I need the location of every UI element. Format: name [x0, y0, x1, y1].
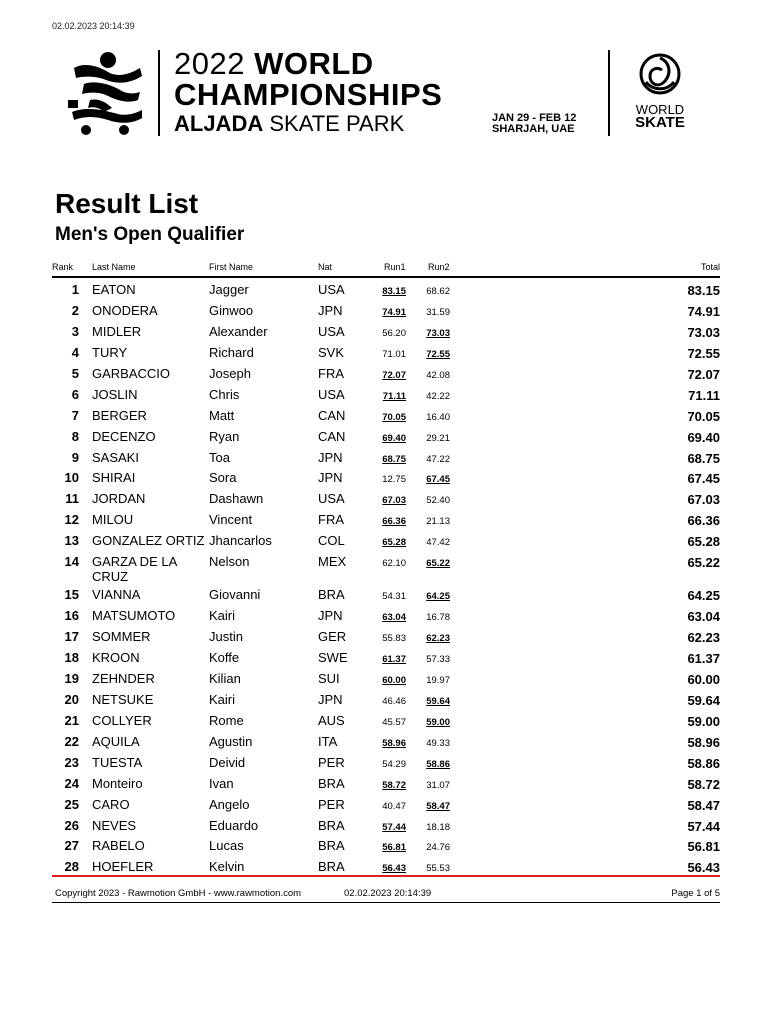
run2-score-cell: 47.22 [426, 453, 450, 465]
last-name-cell: SASAKI [92, 449, 139, 465]
run1-score-cell: 71.01 [382, 348, 406, 360]
run2-score-cell: 29.21 [426, 432, 450, 444]
last-name-cell: NETSUKE [92, 691, 154, 707]
table-row [52, 668, 720, 689]
table-row [52, 689, 720, 710]
table-row [52, 426, 720, 447]
rank-cell: 26 [64, 817, 79, 833]
first-name-cell: Koffe [209, 650, 240, 665]
run1-score-cell: 70.05 [382, 411, 406, 423]
first-name-cell: Joseph [209, 365, 251, 381]
nationality-cell: USA [318, 323, 345, 339]
rank-cell: 16 [64, 608, 79, 624]
table-row [52, 405, 720, 426]
nationality-cell: GER [318, 629, 347, 645]
total-score-cell: 60.00 [687, 671, 720, 687]
total-score-cell: 59.00 [687, 713, 720, 729]
nationality-cell: PER [318, 754, 345, 770]
first-name-cell: Ivan [209, 775, 234, 791]
last-name-cell: SHIRAI [92, 470, 136, 486]
run1-score-cell: 12.75 [382, 474, 406, 486]
total-score-cell: 73.03 [687, 324, 720, 340]
last-name-cell: TURY [92, 344, 128, 360]
col-rank: Rank [52, 262, 74, 272]
total-score-cell: 65.22 [687, 555, 720, 571]
nationality-cell: JPN [318, 691, 343, 707]
table-row [52, 488, 720, 509]
run2-score-cell: 49.33 [426, 737, 450, 749]
nationality-cell: BRA [318, 775, 345, 791]
total-score-cell: 68.75 [687, 450, 720, 466]
first-name-cell: Alexander [209, 323, 268, 339]
rank-cell: 14 [64, 554, 79, 570]
total-score-cell: 58.96 [687, 734, 720, 750]
run1-score-cell: 63.04 [382, 612, 406, 624]
table-row [52, 363, 720, 384]
first-name-cell: Lucas [209, 838, 244, 854]
rank-cell: 3 [71, 323, 79, 339]
run2-score-cell: 47.42 [426, 537, 450, 549]
run2-score-cell: 73.03 [426, 327, 450, 339]
total-score-cell: 58.72 [687, 776, 720, 792]
first-name-cell: Sora [209, 470, 237, 486]
last-name-cell: COLLYER [92, 712, 152, 728]
last-name-cell: NEVES [92, 817, 137, 833]
last-name-cell: JOSLIN [92, 386, 138, 402]
page-title: Result List [55, 188, 199, 219]
run2-score-cell: 31.07 [426, 779, 450, 791]
first-name-cell: Toa [209, 449, 230, 465]
total-score-cell: 67.45 [687, 471, 720, 487]
total-score-cell: 83.15 [687, 283, 720, 298]
run2-score-cell: 16.78 [426, 612, 450, 624]
total-score-cell: 59.64 [687, 692, 720, 708]
first-name-cell: Angelo [209, 796, 250, 812]
last-name-cell: MIDLER [92, 323, 142, 339]
total-score-cell: 61.37 [687, 651, 720, 666]
event-dates: JAN 29 - FEB 12 [492, 112, 577, 124]
run1-score-cell: 55.83 [382, 633, 406, 645]
page-subtitle: Men's Open Qualifier [55, 224, 245, 245]
first-name-cell: Giovanni [209, 587, 261, 603]
last-name-cell: RABELO [92, 838, 145, 854]
last-name-cell: SOMMER [92, 629, 151, 645]
first-name-cell: Chris [209, 386, 240, 402]
run2-score-cell: 42.22 [426, 390, 450, 402]
last-name-cell: JORDAN [92, 491, 146, 507]
last-name-cell: GARBACCIO [92, 365, 171, 381]
first-name-cell: Jagger [209, 282, 249, 297]
run1-score-cell: 45.57 [382, 716, 406, 728]
table-row [52, 731, 720, 752]
last-name-cell: ZEHNDER [92, 670, 155, 686]
first-name-cell: Jhancarlos [209, 533, 272, 549]
last-name-cell: GONZALEZ ORTIZ [92, 533, 205, 549]
rank-cell: 5 [71, 365, 79, 381]
rank-cell: 15 [64, 587, 79, 603]
last-name-cell: ONODERA [92, 302, 158, 318]
total-score-cell: 56.43 [687, 860, 720, 876]
last-name-cell: Monteiro [92, 775, 143, 791]
first-name-cell: Vincent [209, 512, 253, 528]
rank-cell: 13 [64, 533, 79, 549]
nationality-cell: BRA [318, 838, 345, 854]
rank-cell: 18 [64, 650, 79, 665]
last-name-cell: AQUILA [92, 733, 140, 749]
event-year: 2022 [174, 46, 245, 81]
nationality-cell: SWE [318, 650, 348, 665]
brand-skate: SKATE [635, 114, 685, 131]
rank-cell: 19 [64, 670, 79, 686]
run1-score-cell: 68.75 [382, 453, 406, 465]
run2-score-cell: 58.47 [426, 800, 450, 812]
last-name-cell: DECENZO [92, 428, 156, 444]
total-score-cell: 63.04 [687, 609, 720, 625]
run2-score-cell: 57.33 [426, 654, 450, 665]
table-row [52, 530, 720, 551]
rank-cell: 21 [64, 712, 79, 728]
table-row [52, 773, 720, 794]
table-row [52, 710, 720, 731]
total-score-cell: 72.55 [687, 345, 720, 361]
col-run2: Run2 [428, 262, 450, 272]
run2-score-cell: 19.97 [426, 674, 450, 686]
run1-score-cell: 46.46 [382, 695, 406, 707]
first-name-cell: Ryan [209, 428, 240, 444]
rank-cell: 24 [64, 775, 79, 791]
rank-cell: 23 [64, 754, 79, 770]
table-row [52, 447, 720, 468]
rank-cell: 27 [64, 838, 79, 854]
world-skate-swirl-icon [638, 52, 682, 96]
nationality-cell: SUI [318, 670, 340, 686]
run1-score-cell: 72.07 [382, 369, 406, 381]
total-score-cell: 69.40 [687, 429, 720, 445]
run1-score-cell: 60.00 [382, 674, 406, 686]
nationality-cell: USA [318, 282, 345, 297]
event-title-championships: CHAMPIONSHIPS [174, 77, 443, 112]
banner-divider [158, 50, 160, 136]
nationality-cell: MEX [318, 554, 347, 570]
nationality-cell: SVK [318, 344, 345, 360]
total-score-cell: 64.25 [687, 588, 720, 604]
nationality-cell: BRA [318, 859, 345, 875]
first-name-cell: Agustin [209, 733, 253, 749]
first-name-cell: Matt [209, 407, 235, 423]
run1-score-cell: 66.36 [382, 516, 406, 528]
nationality-cell: ITA [318, 733, 338, 749]
first-name-cell: Eduardo [209, 817, 259, 833]
rank-cell: 28 [64, 859, 79, 875]
last-name-cell: VIANNA [92, 587, 141, 603]
run2-score-cell: 42.08 [426, 369, 450, 381]
table-end-rule [52, 875, 720, 877]
last-name-cell: KROON [92, 650, 140, 665]
first-name-cell: Nelson [209, 554, 250, 570]
table-row [52, 467, 720, 488]
run2-score-cell: 67.45 [426, 474, 450, 486]
last-name-cell: TUESTA [92, 754, 143, 770]
venue-type: SKATE PARK [269, 111, 405, 136]
rank-cell: 6 [71, 386, 79, 402]
last-name-cell: MATSUMOTO [92, 608, 176, 624]
last-name-cell: CARO [92, 796, 130, 812]
table-row [52, 300, 720, 321]
rank-cell: 7 [71, 407, 79, 423]
run2-score-cell: 16.40 [426, 411, 450, 423]
event-banner [60, 44, 710, 140]
event-location: SHARJAH, UAE [492, 123, 575, 135]
results-table-body [52, 279, 720, 877]
event-title-world: WORLD [254, 46, 374, 81]
last-name-cell: HOEFLER [92, 859, 154, 875]
first-name-cell: Richard [209, 344, 254, 360]
col-last-name: Last Name [92, 262, 136, 272]
footer-copyright: Copyright 2023 - Rawmotion GmbH - www.rawmotion.com [55, 888, 302, 899]
total-score-cell: 57.44 [687, 818, 720, 834]
run1-score-cell: 56.43 [382, 863, 406, 875]
run1-score-cell: 65.28 [382, 537, 406, 549]
rank-cell: 1 [71, 282, 79, 297]
run1-score-cell: 54.29 [382, 758, 406, 770]
run1-score-cell: 57.44 [382, 821, 406, 833]
col-nat: Nat [318, 262, 333, 272]
total-score-cell: 71.11 [688, 387, 720, 403]
rank-cell: 8 [71, 428, 79, 444]
run2-score-cell: 18.18 [426, 821, 450, 833]
nationality-cell: JPN [318, 608, 343, 624]
run1-score-cell: 58.72 [382, 779, 406, 791]
run2-score-cell: 52.40 [426, 495, 450, 507]
nationality-cell: USA [318, 491, 345, 507]
first-name-cell: Justin [209, 629, 243, 645]
run1-score-cell: 61.37 [382, 654, 406, 665]
col-total: Total [700, 262, 720, 272]
total-score-cell: 65.28 [687, 534, 720, 550]
nationality-cell: AUS [318, 712, 345, 728]
run2-score-cell: 59.64 [426, 695, 450, 707]
run2-score-cell: 72.55 [426, 348, 450, 360]
nationality-cell: JPN [318, 449, 343, 465]
last-name-cell: MILOU [92, 512, 134, 528]
col-first-name: First Name [209, 262, 254, 272]
table-row [52, 626, 720, 647]
nationality-cell: PER [318, 796, 345, 812]
print-timestamp: 02.02.2023 20:14:39 [52, 21, 135, 31]
venue-name: ALJADA [174, 111, 264, 136]
total-score-cell: 72.07 [687, 366, 720, 382]
nationality-cell: JPN [318, 302, 343, 318]
rank-cell: 22 [64, 733, 79, 749]
total-score-cell: 62.23 [687, 630, 720, 646]
rank-cell: 12 [64, 512, 79, 528]
nationality-cell: JPN [318, 470, 343, 486]
footer-rule [52, 902, 720, 903]
run1-score-cell: 83.15 [382, 286, 406, 297]
first-name-cell: Deivid [209, 754, 246, 770]
table-row [52, 752, 720, 773]
run1-score-cell: 40.47 [382, 800, 406, 812]
table-row [52, 342, 720, 363]
run1-score-cell: 71.11 [382, 390, 406, 402]
world-skate-logo [620, 52, 700, 136]
first-name-cell: Rome [209, 712, 244, 728]
nationality-cell: FRA [318, 365, 344, 381]
nationality-cell: COL [318, 533, 345, 549]
run1-score-cell: 74.91 [382, 306, 406, 318]
first-name-cell: Kairi [209, 608, 236, 624]
rank-cell: 20 [64, 691, 79, 707]
table-row [52, 605, 720, 626]
banner-divider [608, 50, 610, 136]
rank-cell: 17 [64, 629, 79, 645]
footer-page-number: Page 1 of 5 [671, 888, 720, 899]
table-row [52, 551, 720, 584]
run1-score-cell: 56.20 [382, 327, 406, 339]
table-row [52, 647, 720, 668]
last-name-cell: GARZA DE LA CRUZ [92, 554, 177, 585]
total-score-cell: 67.03 [687, 492, 720, 508]
total-score-cell: 58.47 [687, 797, 720, 813]
table-row [52, 815, 720, 836]
run2-score-cell: 58.86 [426, 758, 450, 770]
nationality-cell: FRA [318, 512, 344, 528]
run2-score-cell: 55.53 [426, 863, 450, 875]
rank-cell: 10 [64, 470, 79, 486]
total-score-cell: 70.05 [687, 408, 720, 424]
rank-cell: 11 [65, 491, 79, 507]
first-name-cell: Dashawn [209, 491, 264, 507]
run1-score-cell: 58.96 [382, 737, 406, 749]
total-score-cell: 58.86 [687, 755, 720, 771]
run1-score-cell: 67.03 [382, 495, 406, 507]
total-score-cell: 56.81 [687, 839, 720, 855]
first-name-cell: Kilian [209, 670, 241, 686]
last-name-cell: BERGER [92, 407, 147, 423]
run1-score-cell: 62.10 [382, 558, 406, 570]
first-name-cell: Kelvin [209, 859, 245, 875]
run1-score-cell: 69.40 [382, 432, 406, 444]
header-rule [52, 276, 720, 278]
run2-score-cell: 21.13 [426, 516, 450, 528]
table-row [52, 384, 720, 405]
run2-score-cell: 64.25 [426, 591, 450, 603]
last-name-cell: EATON [92, 282, 136, 297]
nationality-cell: BRA [318, 817, 345, 833]
rank-cell: 9 [71, 449, 79, 465]
table-row [52, 794, 720, 815]
table-row [52, 584, 720, 605]
rank-cell: 25 [64, 796, 79, 812]
run1-score-cell: 54.31 [382, 591, 406, 603]
nationality-cell: CAN [318, 428, 346, 444]
total-score-cell: 66.36 [687, 513, 720, 529]
run2-score-cell: 24.76 [426, 842, 450, 854]
footer-timestamp: 02.02.2023 20:14:39 [344, 888, 432, 899]
nationality-cell: CAN [318, 407, 346, 423]
table-row [52, 509, 720, 530]
run2-score-cell: 68.62 [426, 286, 450, 297]
nationality-cell: USA [318, 386, 345, 402]
table-row [52, 321, 720, 342]
brand-world: WORLD [635, 102, 685, 117]
total-score-cell: 74.91 [687, 303, 720, 319]
table-row [52, 835, 720, 856]
event-title [174, 48, 604, 138]
results-table-header [52, 262, 720, 276]
run2-score-cell: 31.59 [426, 306, 450, 318]
nationality-cell: BRA [318, 587, 345, 603]
col-run1: Run1 [384, 262, 406, 272]
run2-score-cell: 59.00 [426, 716, 450, 728]
first-name-cell: Ginwoo [209, 302, 254, 318]
table-row [52, 279, 720, 300]
skater-logo-icon [64, 50, 148, 136]
run2-score-cell: 65.22 [426, 558, 450, 570]
first-name-cell: Kairi [209, 691, 236, 707]
rank-cell: 4 [71, 344, 79, 360]
rank-cell: 2 [71, 302, 79, 318]
run2-score-cell: 62.23 [426, 633, 450, 645]
run1-score-cell: 56.81 [382, 842, 406, 854]
